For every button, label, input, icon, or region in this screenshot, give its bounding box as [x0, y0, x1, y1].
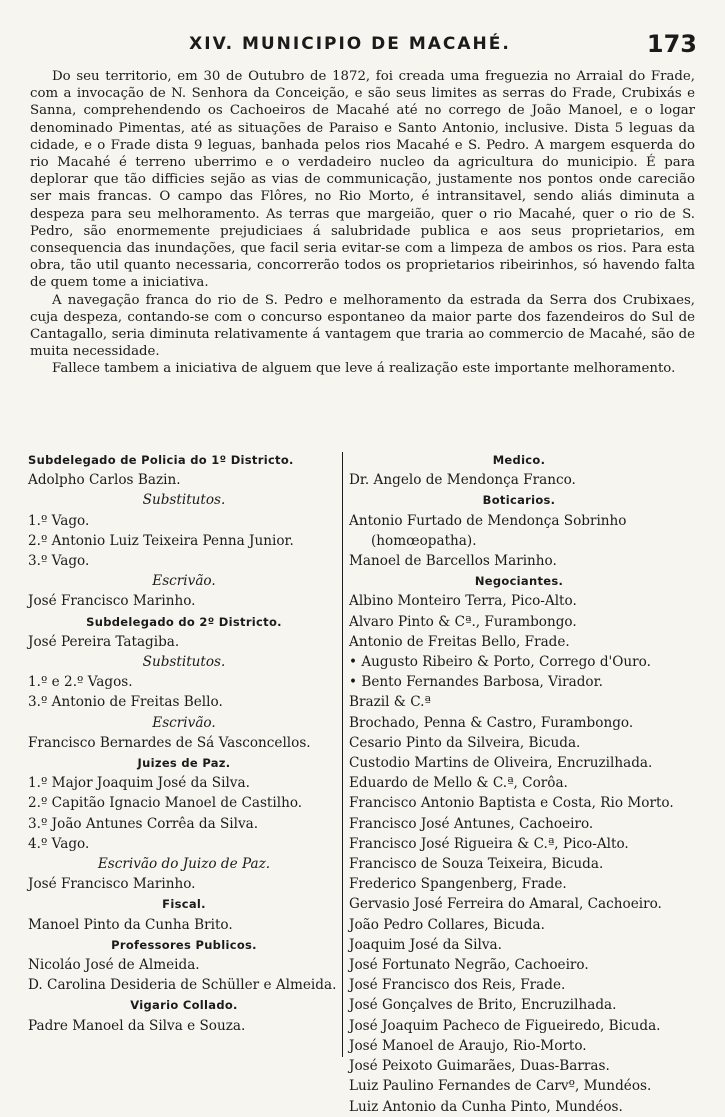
merchant-entry: Francisco José Rigueira & C.ª, Pico-Alto. — [349, 835, 629, 852]
list-item: 1.º Major Joaquim José da Silva. — [28, 775, 250, 792]
official-name: Adolpho Carlos Bazin. — [28, 472, 181, 489]
section-heading: Boticarios. — [482, 493, 556, 508]
negociantes-list — [349, 591, 689, 1116]
page-header — [0, 30, 725, 60]
merchant-entry: José Francisco dos Reis, Frade. — [349, 977, 566, 994]
list-item: 1.º e 2.º Vagos. — [28, 674, 133, 691]
right-column — [349, 450, 689, 1117]
page-number: 173 — [646, 30, 697, 58]
official-name: José Pereira Tatagiba. — [28, 633, 180, 650]
list-item: 4.º Vago. — [28, 835, 90, 852]
section-heading: Subdelegado de Policia do 1º Districto. — [28, 453, 294, 467]
merchant-entry: Francisco José Antunes, Cachoeiro. — [349, 815, 594, 832]
list-item: 3.º Vago. — [28, 553, 90, 570]
intro-text — [30, 68, 695, 378]
merchant-entry: • Augusto Ribeiro & Porto, Corrego d'Ouro. — [349, 654, 651, 671]
merchant-entry: Antonio de Freitas Bello, Frade. — [349, 633, 570, 650]
merchant-entry: José Joaquim Pacheco de Figueiredo, Bicuda. — [349, 1017, 661, 1034]
official-name: Padre Manoel da Silva e Souza. — [28, 1017, 246, 1034]
page-title: XIV. MUNICIPIO DE MACAHÉ. — [189, 34, 511, 54]
section-heading: Fiscal. — [162, 897, 206, 912]
merchant-entry: Francisco Antonio Baptista e Costa, Rio Morto. — [349, 795, 674, 812]
section-heading: Vigario Collado. — [130, 998, 238, 1013]
list-item: Nicoláo José de Almeida. — [28, 957, 200, 974]
merchant-entry: João Pedro Collares, Bicuda. — [349, 916, 545, 933]
merchant-entry: Gervasio José Ferreira do Amaral, Cachoeiro. — [349, 896, 662, 913]
merchant-entry: Luiz Paulino Fernandes de Carvº, Mundéos. — [349, 1078, 652, 1095]
subsection-label: Substitutos. — [142, 492, 226, 509]
list-item: 3.º Antonio de Freitas Bello. — [28, 694, 223, 711]
intro-paragraph: A navegação franca do rio de S. Pedro e melhoramento da estrada da Serra dos Crubixaes, cuja despeza, contando-se com o concurso espontaneo da maior parte dos fazendeiros do Sul de Cantagallo, seria diminuta relativamente á vantagem que traria ao commercio de Macahé, são de muita necessidade. — [30, 292, 695, 360]
merchant-entry: José Gonçalves de Brito, Encruzilhada. — [349, 997, 617, 1014]
official-name: Francisco Bernardes de Sá Vasconcellos. — [28, 734, 311, 751]
merchant-entry: José Fortunato Negrão, Cachoeiro. — [349, 957, 589, 974]
merchant-entry: Brazil & C.ª — [349, 694, 431, 711]
list-item: 3.º João Antunes Corrêa da Silva. — [28, 815, 259, 832]
merchant-entry: • Bento Fernandes Barbosa, Virador. — [349, 674, 603, 691]
merchant-entry: Custodio Martins de Oliveira, Encruzilhada. — [349, 755, 653, 772]
intro-paragraph: Fallece tambem a iniciativa de alguem que leve á realização este importante melhoramento. — [52, 361, 676, 377]
column-divider — [342, 452, 343, 1057]
merchant-entry: Luiz Antonio da Cunha Pinto, Mundéos. — [349, 1098, 623, 1115]
official-name: Manoel Pinto da Cunha Brito. — [28, 916, 233, 933]
section-heading: Subdelegado do 2º Districto. — [86, 614, 282, 629]
section-heading: Professores Publicos. — [111, 937, 257, 952]
subsection-label: Escrivão do Juizo de Paz. — [97, 856, 271, 873]
merchant-entry: Eduardo de Mello & C.ª, Corôa. — [349, 775, 568, 792]
merchant-entry: Francisco de Souza Teixeira, Bicuda. — [349, 856, 604, 873]
merchant-entry: Brochado, Penna & Castro, Furambongo. — [349, 714, 634, 731]
list-item: Manoel de Barcellos Marinho. — [349, 553, 557, 570]
official-name: José Francisco Marinho. — [28, 876, 196, 893]
merchant-entry: Albino Monteiro Terra, Pico-Alto. — [349, 593, 577, 610]
merchant-entry: Alvaro Pinto & Cª., Furambongo. — [349, 613, 577, 630]
subsection-label: Substitutos. — [142, 654, 226, 671]
section-heading: Juizes de Paz. — [137, 756, 231, 771]
list-item: 2.º Capitão Ignacio Manoel de Castilho. — [28, 795, 303, 812]
official-name: Dr. Angelo de Mendonça Franco. — [349, 472, 576, 489]
subsection-label: Escrivão. — [152, 573, 216, 590]
left-column — [28, 450, 340, 1036]
merchant-entry: Joaquim José da Silva. — [349, 936, 502, 953]
section-heading: Medico. — [492, 453, 546, 467]
list-item: Antonio Furtado de Mendonça Sobrinho (homœopatha). — [349, 512, 627, 549]
list-item: D. Carolina Desideria de Schüller e Almeida. — [28, 977, 337, 994]
merchant-entry: José Peixoto Guimarães, Duas-Barras. — [349, 1058, 610, 1075]
merchant-entry: Cesario Pinto da Silveira, Bicuda. — [349, 734, 581, 751]
subsection-label: Escrivão. — [152, 714, 216, 731]
merchant-entry: José Manoel de Araujo, Rio-Morto. — [349, 1037, 587, 1054]
official-name: José Francisco Marinho. — [28, 593, 196, 610]
list-item: 2.º Antonio Luiz Teixeira Penna Junior. — [28, 532, 294, 549]
section-heading: Negociantes. — [474, 574, 564, 589]
list-item: 1.º Vago. — [28, 512, 90, 529]
merchant-entry: Frederico Spangenberg, Frade. — [349, 876, 567, 893]
intro-paragraph: Do seu territorio, em 30 de Outubro de 1872, foi creada uma freguezia no Arraial do Frade, com a invocação de N. Senhora da Conceição, e são seus limites as serras do Frade, Crubixás e Sanna, comprehendendo os Cachoeiros de Macahé até no corrego de João Manoel, e o logar denominado Pimentas, até as situações de Paraiso e Santo Antonio, inclusive. Dista 5 leguas da cidade, e o Frade dista 9 leguas, banhada pelos rios Macahé e S. Pedro. A margem esquerda do rio Macahé é terreno uberrimo e o verdadeiro nucleo da agricultura do municipio. É para deplorar que tão difficies sejão as vias de communicação, justamente nos pontos onde carecião ser mais francas. O campo das Flôres, no Rio Morto, é intransitavel, sendo aliás diminuta a despeza para seu melhoramento. As terras que margeião, quer o rio Macahé, quer o rio de S. Pedro, são enormemente prejudiciaes á salubridade publica e aos seus proprietarios, em consequencia das inundações, que facil seria evitar-se com a limpeza de ambos os rios. Para esta obra, tão util quanto necessaria, concorrerão todos os proprietarios ribeirinhos, só havendo falta de quem tome a iniciativa. — [30, 69, 695, 291]
